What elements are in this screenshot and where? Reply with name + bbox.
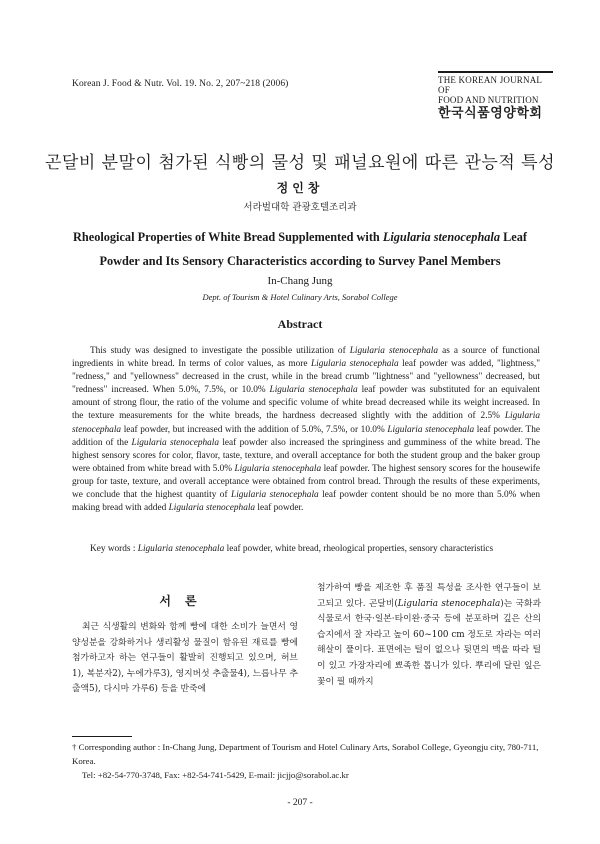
species-name: Ligularia stenocephala [131,437,220,448]
abstract-text: leaf powder was added, "lightness," "redness," and "yellowness" decreased in the crust, while in the bread crumb "lightness" and "yellowness" decreased, but "redness" increased. When 5.0%, 7.5%, or 10.0% [72,359,540,396]
footnote-contact: Tel: +82-54-770-3748, Fax: +82-54-741-5429, E-mail: jicjjo@sorabol.ac.kr [82,770,349,780]
body-text: 첨가하여 빵을 제조한 후 품질 특성을 조사한 연구들이 보고되고 있다. 곤달비( [317,583,541,609]
abstract-text: This study was designed to investigate the possible utilization of [90,346,350,356]
abstract-text: leaf powder. The highest sensory scores for the housewife group for taste, texture, and overall acceptance were obtained from control bread. Through the results of these experiments, we conclude that the highest quantity of [72,463,540,501]
body-text: )는 국화과 식물로서 한국·일본·타이완·중국 등에 분포하며 깊은 산의 습지에서 잘 자라고 높이 60~100 cm 정도로 자라는 여러해살이 풀이다. 표면에는 털이 없으나 뒷면의 맥을 따라 털이 있고 가장자리에 뾰족한 톱니가 있다. 뿌리에 달린 잎은 꽃이 필 때까지 [317,598,541,687]
intro-paragraph: 최근 식생활의 변화와 함께 빵에 대한 소비가 늘면서 영양성분을 강화하거나 생리활성 물질이 함유된 재료를 빵에 첨가하고자 하는 연구들이 활발히 진행되고 있으며, 허브1), 복분자2), 누에가루3), 영지버섯 추출물4), 느릅나무 추출액5), 다시마 가루6) 등을 반죽에 [72,622,298,695]
page-number: - 207 - [287,798,313,808]
title-en-part: Leaf [500,230,527,244]
species-name: Ligularia stenocephala [137,544,225,554]
abstract-text: leaf powder. The addition of the [72,424,540,448]
footnote-corresponding-author: † Corresponding author : In-Chang Jung, Department of Tourism and Hotel Culinary Arts, Sorabol College, Gyeongju city, 780-711, Korea. [72,742,539,766]
abstract-heading: Abstract [277,317,323,331]
abstract-body [72,345,540,515]
species-name: Ligularia stenocephala [72,411,540,435]
citation-header: Korean J. Food & Nutr. Vol. 19. No. 2, 207~218 (2006) [72,79,289,89]
keywords-label: Key words : [90,544,138,554]
footnote [72,740,542,782]
species-name: Ligularia stenocephala [349,346,439,356]
journal-logo [438,71,553,122]
keywords-list: leaf powder, white bread, rheological properties, sensory characteristics [224,544,494,554]
author-korean: 정인창 [276,181,324,195]
species-name: Ligularia stenocephala [269,385,358,396]
title-en-part: Rheological Properties of White Bread Supplemented with [73,230,383,244]
title-en-species: Ligularia stenocephala [382,230,500,244]
footnote-rule [72,736,132,737]
abstract-text: leaf powder content should be no more than 5.0% when making bread with added [72,490,540,514]
abstract-text: as a source of functional ingredients in white bread. In terms of color values, as more [72,346,540,370]
section-heading-introduction: 서론 [159,594,211,608]
paper-title-english [0,225,600,273]
abstract-text: leaf powder also increased the springiness and gumminess of the white bread. The highest sensory scores for color, flavor, taste, texture, and overall acceptance for both the student group and the baker group were obtained from white bread with 5.0% [72,437,540,474]
species-name: Ligularia stenocephala [234,463,322,474]
species-name: Ligularia stenocephala [168,503,256,514]
paper-title-korean: 곤달비 분말이 첨가된 식빵의 물성 및 패널요원에 따른 관능적 특성 [44,153,556,173]
body-column-right [317,581,541,690]
species-name: Ligularia stenocephala [310,359,399,370]
journal-name-line2: FOOD AND NUTRITION [438,95,539,105]
body-column-left [72,620,298,698]
journal-name-korean: 한국식품영양학회 [438,106,543,121]
species-name: Ligularia stenocephala [387,424,475,435]
species-name: Ligularia stenocephala [231,490,319,501]
journal-name-line1: THE KOREAN JOURNAL OF [438,75,542,95]
affiliation-korean: 서라벌대학 관광호텔조리과 [243,202,357,213]
affiliation-english: Dept. of Tourism & Hotel Culinary Arts, Sorabol College [202,292,398,302]
abstract-paragraph [72,345,540,515]
species-name: Ligularia stenocephala [397,598,501,609]
abstract-text: leaf powder, but increased with the addition of 5.0%, 7.5%, or 10.0% [121,424,388,435]
intro-paragraph-continued [317,581,541,690]
keywords [90,543,540,556]
author-english: In-Chang Jung [267,275,333,287]
abstract-text: leaf powder. [255,503,304,514]
abstract-text: leaf powder was substituted for an equivalent amount of strong flour, the ratio of the volume and specific volume of white bread decreased while its weight increased. In the texture measurements for the white breads, the hardness decreased slightly with the addition of 2.5% [72,385,540,422]
title-en-line2: Powder and Its Sensory Characteristics according to Survey Panel Members [99,254,501,268]
